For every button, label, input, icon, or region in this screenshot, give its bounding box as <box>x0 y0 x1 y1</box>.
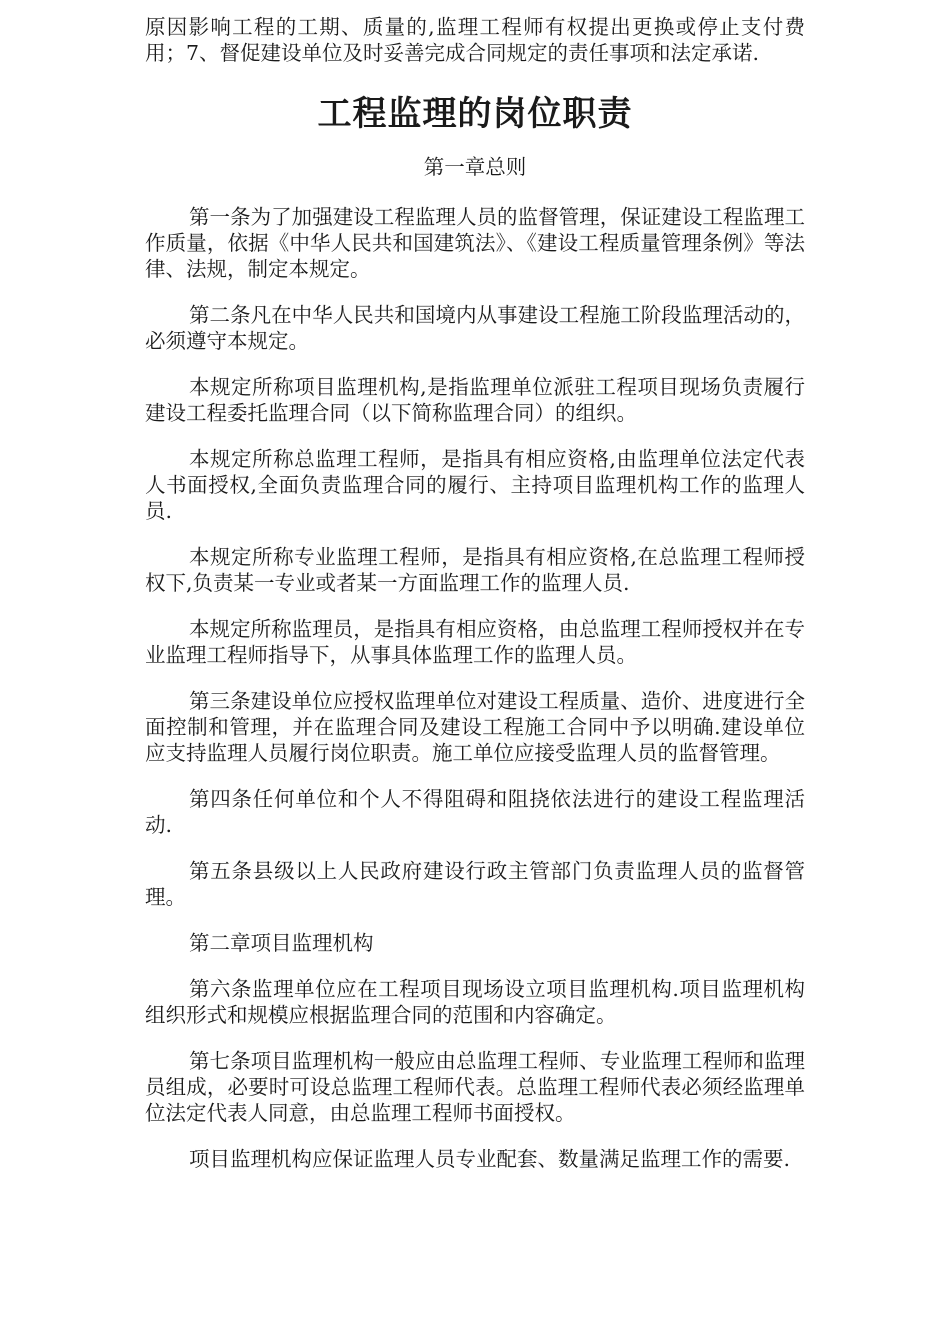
paragraph-definition-org: 本规定所称项目监理机构,是指监理单位派驻工程项目现场负责履行建设工程委托监理合同（以下简称监理合同）的组织。 <box>145 375 805 425</box>
paragraph-definition-supervisor: 本规定所称监理员，是指具有相应资格，由总监理工程师授权并在专业监理工程师指导下，从事具体监理工作的监理人员。 <box>145 617 805 667</box>
paragraph-article-6: 第六条监理单位应在工程项目现场设立项目监理机构.项目监理机构组织形式和规模应根据监理合同的范围和内容确定。 <box>145 977 805 1027</box>
paragraph-article-3: 第三条建设单位应授权监理单位对建设工程质量、造价、进度进行全面控制和管理，并在监理合同及建设工程施工合同中予以明确.建设单位应支持监理人员履行岗位职责。施工单位应接受监理人员的监督管理。 <box>145 689 805 765</box>
chapter-heading: 第一章总则 <box>423 155 527 179</box>
document-title: 工程监理的岗位职责 <box>317 94 633 134</box>
paragraph-definition-chief: 本规定所称总监理工程师，是指具有相应资格,由监理单位法定代表人书面授权,全面负责监理合同的履行、主持项目监理机构工作的监理人员. <box>145 447 805 523</box>
paragraph-article-4: 第四条任何单位和个人不得阻碍和阻挠依法进行的建设工程监理活动. <box>145 787 805 837</box>
paragraph-article-1: 第一条为了加强建设工程监理人员的监督管理，保证建设工程监理工作质量，依据《中华人民共和国建筑法》、《建设工程质量管理条例》等法律、法规，制定本规定。 <box>145 205 805 281</box>
paragraph-staffing: 项目监理机构应保证监理人员专业配套、数量满足监理工作的需要. <box>189 1147 791 1171</box>
paragraph-article-7: 第七条项目监理机构一般应由总监理工程师、专业监理工程师和监理员组成，必要时可设总监理工程师代表。总监理工程师代表必须经监理单位法定代表人同意，由总监理工程师书面授权。 <box>145 1049 805 1125</box>
paragraph-definition-specialist: 本规定所称专业监理工程师，是指具有相应资格,在总监理工程师授权下,负责某一专业或者某一方面监理工作的监理人员. <box>145 545 805 595</box>
intro-paragraph: 原因影响工程的工期、质量的,监理工程师有权提出更换或停止支付费用；7、督促建设单位及时妥善完成合同规定的责任事项和法定承诺. <box>145 15 805 65</box>
document-page <box>145 14 805 1192</box>
paragraph-article-5: 第五条县级以上人民政府建设行政主管部门负责监理人员的监督管理。 <box>145 859 805 909</box>
paragraph-article-2: 第二条凡在中华人民共和国境内从事建设工程施工阶段监理活动的，必须遵守本规定。 <box>145 303 805 353</box>
chapter-2-heading: 第二章项目监理机构 <box>189 931 374 955</box>
